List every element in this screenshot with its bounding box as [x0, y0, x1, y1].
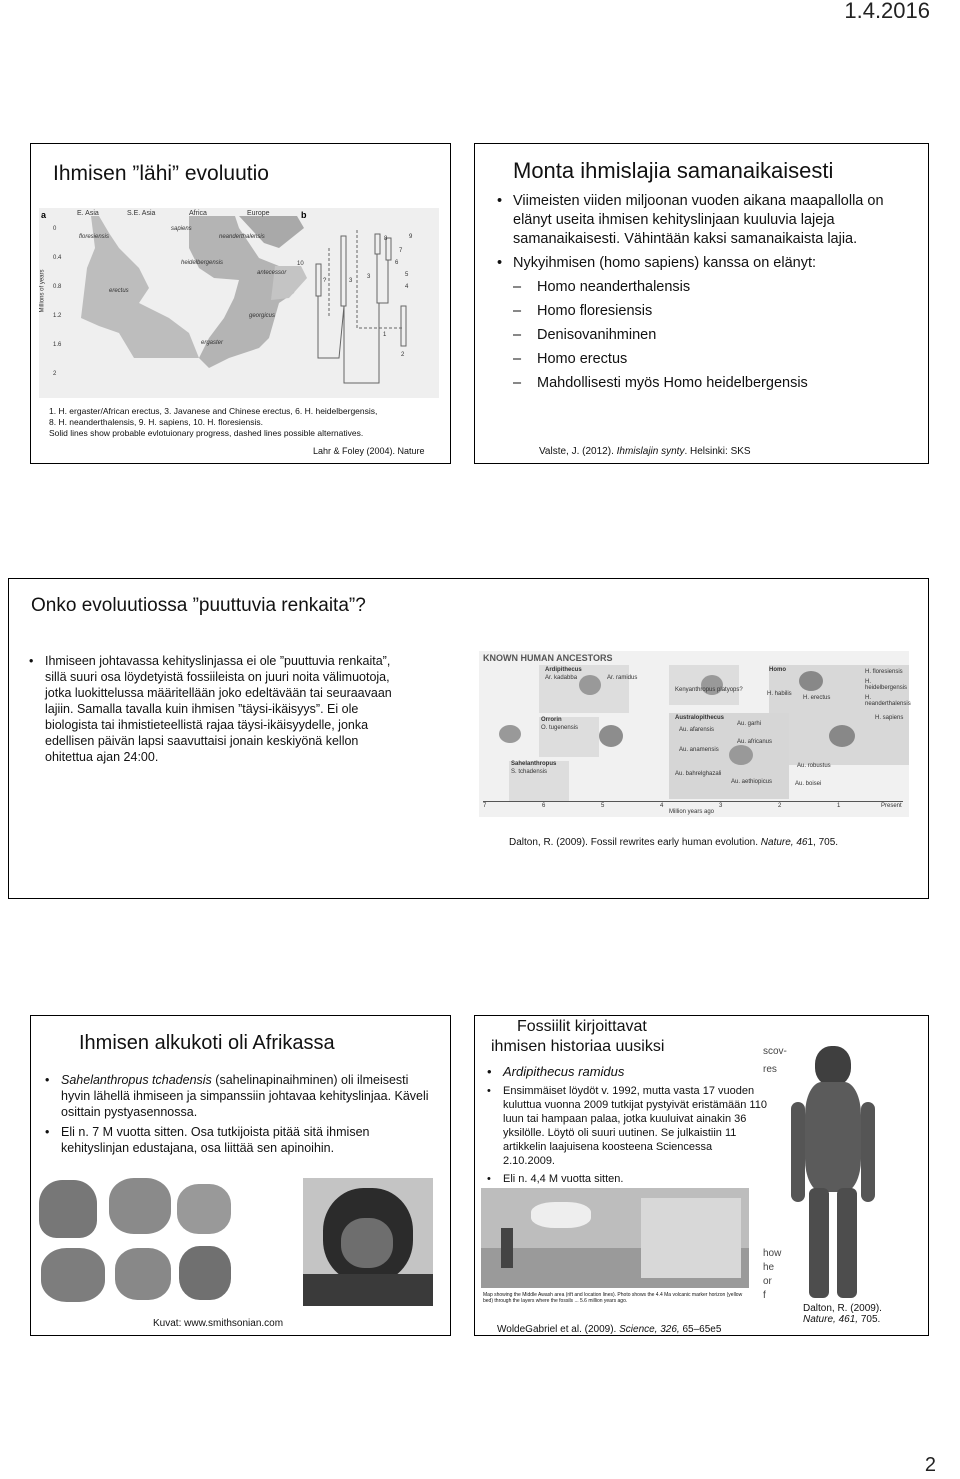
- excavation-photo: [481, 1188, 749, 1288]
- species-label: Kenyanthropus platyops?: [675, 687, 743, 693]
- column-label: S.E. Asia: [127, 210, 156, 217]
- axis-tick: 4: [660, 803, 664, 809]
- sub-item-text: Mahdollisesti myös Homo heidelbergensis: [537, 375, 808, 391]
- species-label: Au. bahrelghazali: [675, 771, 722, 777]
- bullet-item: [497, 192, 907, 249]
- sub-item: [497, 374, 907, 393]
- y-tick: 0: [53, 226, 57, 232]
- tree-label: 2: [401, 352, 405, 358]
- species-label: H. floresiensis: [865, 669, 903, 675]
- image-text-fragment: how: [763, 1248, 782, 1259]
- tree-label: 7: [399, 248, 403, 254]
- slide-4-bullets: [45, 1072, 430, 1156]
- species-label: H. habilis: [767, 691, 792, 697]
- axis-tick: 1: [837, 803, 841, 809]
- genus-label: Australopithecus: [675, 715, 725, 721]
- tree-label: 4: [405, 284, 409, 290]
- ref-publisher: . Helsinki: SKS: [684, 446, 751, 457]
- genus-label: Homo: [769, 667, 786, 673]
- bullet-item: [487, 1084, 767, 1168]
- species-label: neanderthalensis: [219, 234, 265, 240]
- tree-label: 3: [367, 274, 371, 280]
- column-label: Africa: [189, 210, 207, 217]
- species-label: H. heidelbergensis: [865, 679, 908, 691]
- y-tick: 2: [53, 371, 57, 377]
- tree-label: ?: [323, 278, 327, 284]
- ref-line: [803, 1314, 882, 1325]
- bullet-item: [29, 653, 404, 765]
- slide-3-title: Onko evoluutiossa ”puuttuvia renkaita”?: [31, 595, 366, 616]
- chimpanzee-photo: [303, 1178, 433, 1306]
- ref-authors: Valste, J. (2012).: [539, 446, 617, 457]
- bullet-text: (sahelinapinaihminen) oli ilmeisesti hyvin lähellä ihmiseen ja simpanssiin johtavaa kehityslinjaa. Käveli osittain pystyasennossa.: [61, 1073, 429, 1119]
- skull-images: [37, 1178, 233, 1306]
- slide-2-bullets: [497, 192, 907, 393]
- genus-label: Ardipithecus: [545, 667, 582, 673]
- image-text-fragment: res: [763, 1064, 777, 1075]
- ancestors-title: KNOWN HUMAN ANCESTORS: [483, 653, 613, 663]
- species-label: Au. robustus: [797, 763, 831, 769]
- ref-journal: Nature, 461,: [803, 1314, 859, 1325]
- bullet-text: Ihmiseen johtavassa kehityslinjassa ei ole ”puuttuvia renkaita”, sillä suuri osa löydetyistä fossiileista on juuri noita välimuotoja, jotka luokittelussa määritellään joko edeltävään tai seuraavaan lajiin. Samalla tavalla kuin ihmisen ”täysi-ikäisyys”. Ei ole biologista tai ihmistieteellistä rajaa täysi-ikäisyydelle, jonka edellisen päivän lapsi saavuttaisi jonain keskiyönä kellon ohitettua ajan 24:00.: [45, 654, 392, 764]
- ref-journal: Science, 326,: [619, 1324, 680, 1335]
- slide-2: [474, 143, 929, 464]
- bullet-item: [45, 1072, 430, 1120]
- slide-2-title: Monta ihmislajia samanaikaisesti: [513, 158, 834, 183]
- sub-item-text: Homo neanderthalensis: [537, 279, 691, 295]
- sub-item: [497, 326, 907, 345]
- y-tick: 0.8: [53, 284, 62, 290]
- species-label: antecessor: [257, 270, 287, 276]
- y-tick: 0.4: [53, 255, 62, 261]
- ardipithecus-illustration: [775, 1042, 891, 1306]
- species-label: Au. boisei: [795, 781, 822, 787]
- axis-tick: Present: [881, 803, 902, 809]
- axis-tick: 3: [719, 803, 723, 809]
- ref-suffix: 1, 705.: [807, 837, 839, 848]
- slide-3: [8, 578, 929, 899]
- axis-tick: 7: [483, 803, 487, 809]
- image-text-fragment: he: [763, 1262, 775, 1273]
- species-label: floresiensis: [79, 234, 110, 240]
- sub-item: [497, 278, 907, 297]
- slide-1-reference: Lahr & Foley (2004). Nature: [313, 446, 425, 456]
- bullet-item: [497, 254, 907, 273]
- ancestors-chart: [479, 651, 909, 817]
- bullet-text: Ensimmäiset löydöt v. 1992, mutta vasta 17 vuoden kuluttua vuonna 2009 tutkijat pystyivät eristämään 110 luun tai hampaan palaa, jotka kuuluivat ainakin 36 yksilölle. Löytö oli suuri uutinen. Se julkaistiin 11 artikkelin laajuisena koosteena Sciencessa 2.10.2009.: [503, 1085, 767, 1167]
- slide-1-title: Ihmisen ”lähi” evoluutio: [53, 162, 269, 185]
- ref-suffix: 65–65e5: [679, 1324, 722, 1335]
- tree-label: 8: [384, 236, 388, 242]
- ref-title: Ihmislajin synty: [616, 446, 685, 457]
- ref-line: Dalton, R. (2009).: [803, 1303, 882, 1314]
- sub-item-text: Homo erectus: [537, 351, 628, 367]
- axis-tick: 2: [778, 803, 782, 809]
- ref-journal: Nature, 46: [760, 837, 808, 848]
- genus-label: Sahelanthropus: [511, 761, 557, 767]
- slide-3-reference: [509, 837, 838, 848]
- bullet-item: [487, 1064, 767, 1080]
- slide-5-bullets: [487, 1064, 767, 1186]
- slide-2-reference: [539, 446, 751, 457]
- panel-b-label: b: [301, 210, 307, 220]
- sub-item: [497, 302, 907, 321]
- image-text-fragment: f: [763, 1290, 766, 1301]
- species-label: Au. anamensis: [679, 747, 719, 753]
- sub-item-text: Homo floresiensis: [537, 303, 653, 319]
- y-axis-label: Millions of years: [39, 269, 46, 313]
- species-label: Ar. kadabba: [545, 675, 578, 681]
- species-label: Au. aethiopicus: [731, 779, 773, 785]
- ref-prefix: WoldeGabriel et al. (2009).: [497, 1324, 620, 1335]
- slide-5-reference-right: [801, 1302, 884, 1326]
- species-label: H. sapiens: [875, 715, 904, 721]
- axis-label: Million years ago: [669, 809, 715, 815]
- figure-caption-line: 8. H. neanderthalensis, 9. H. sapiens, 10. H. floresiensis.: [49, 417, 264, 427]
- bullet-text: Eli n. 4,4 M vuotta sitten.: [503, 1173, 624, 1185]
- evolution-chart: [39, 208, 439, 398]
- ref-suffix: 705.: [858, 1314, 881, 1325]
- slide-5-title-line-2: ihmisen historiaa uusiksi: [491, 1038, 665, 1055]
- column-label: Europe: [247, 210, 270, 217]
- panel-a-label: a: [41, 210, 47, 220]
- header-date: 1.4.2016: [844, 0, 930, 23]
- axis-tick: 6: [542, 803, 546, 809]
- species-label: H. neanderthalensis: [865, 695, 911, 707]
- slide-5-title-line-1: Fossiilit kirjoittavat: [517, 1018, 647, 1035]
- species-name: Ardipithecus ramidus: [503, 1064, 625, 1079]
- slide-4-title: Ihmisen alkukoti oli Afrikassa: [79, 1032, 335, 1054]
- bullet-text: Nykyihmisen (homo sapiens) kanssa on elänyt:: [513, 255, 817, 271]
- species-label: Ar. ramidus: [607, 675, 638, 681]
- species-label: erectus: [109, 288, 129, 294]
- species-label: sapiens: [171, 226, 192, 232]
- y-tick: 1.6: [53, 342, 62, 348]
- species-label: Au. garhi: [737, 721, 762, 727]
- species-label: O. tugenensis: [541, 725, 579, 731]
- slide-4: [30, 1015, 451, 1336]
- page-number: 2: [924, 1454, 936, 1476]
- image-text-fragment: or: [763, 1276, 772, 1287]
- image-credit: Kuvat: www.smithsonian.com: [153, 1318, 284, 1329]
- species-label: S. tchadensis: [511, 769, 548, 775]
- species-label: Au. africanus: [737, 739, 773, 745]
- image-caption: Map showing the Middle Awash area (rift and location lines). Photo shows the 4.4 Ma volcanic marker horizon (yellow bed) through the layers where the fossils ... 5.6 million years ago.: [483, 1292, 743, 1304]
- bullet-item: [45, 1124, 430, 1156]
- slide-5: [474, 1015, 929, 1336]
- slide-5-reference-left: [497, 1324, 721, 1335]
- bullet-text: Eli n. 7 M vuotta sitten. Osa tutkijoista pitää sitä ihmisen kehityslinjan edustajana, osa liittää sen apinoihin.: [61, 1125, 370, 1155]
- column-label: E. Asia: [77, 210, 99, 217]
- genus-label: Orrorin: [541, 717, 562, 723]
- species-label: Au. afarensis: [679, 727, 715, 733]
- sub-item: [497, 350, 907, 369]
- species-label: H. erectus: [803, 695, 831, 701]
- tree-label: 6: [395, 260, 399, 266]
- image-text-fragment: scov-: [763, 1046, 787, 1057]
- species-label: georgicus: [249, 313, 276, 319]
- tree-label: 5: [405, 272, 409, 278]
- species-label: ergaster: [201, 340, 224, 346]
- species-name: Sahelanthropus tchadensis: [61, 1073, 212, 1087]
- slide-1: [30, 143, 451, 464]
- species-label: heidelbergensis: [181, 260, 224, 266]
- tree-label: 1: [383, 332, 387, 338]
- figure-caption-line: Solid lines show probable evlotuionary progress, dashed lines possible alternatives.: [49, 428, 364, 438]
- figure-caption-line: 1. H. ergaster/African erectus, 3. Javanese and Chinese erectus, 6. H. heidelbergensis,: [49, 406, 378, 416]
- ref-prefix: Dalton, R. (2009). Fossil rewrites early human evolution.: [509, 837, 761, 848]
- tree-label: 10: [297, 261, 304, 267]
- tree-label: 3: [349, 278, 353, 284]
- y-tick: 1.2: [53, 313, 62, 319]
- axis-tick: 5: [601, 803, 605, 809]
- slide-3-bullets: [29, 653, 404, 765]
- sub-item-text: Denisovanihminen: [537, 327, 657, 343]
- bullet-text: Viimeisten viiden miljoonan vuoden aikana maapallolla on elänyt useita ihmisen kehityslinjaan kuuluvia lajeja samanaikaisesti. Vähintään kaksi samanaikaista lajia.: [513, 193, 884, 247]
- bullet-item: [487, 1172, 767, 1186]
- tree-label: 9: [409, 234, 413, 240]
